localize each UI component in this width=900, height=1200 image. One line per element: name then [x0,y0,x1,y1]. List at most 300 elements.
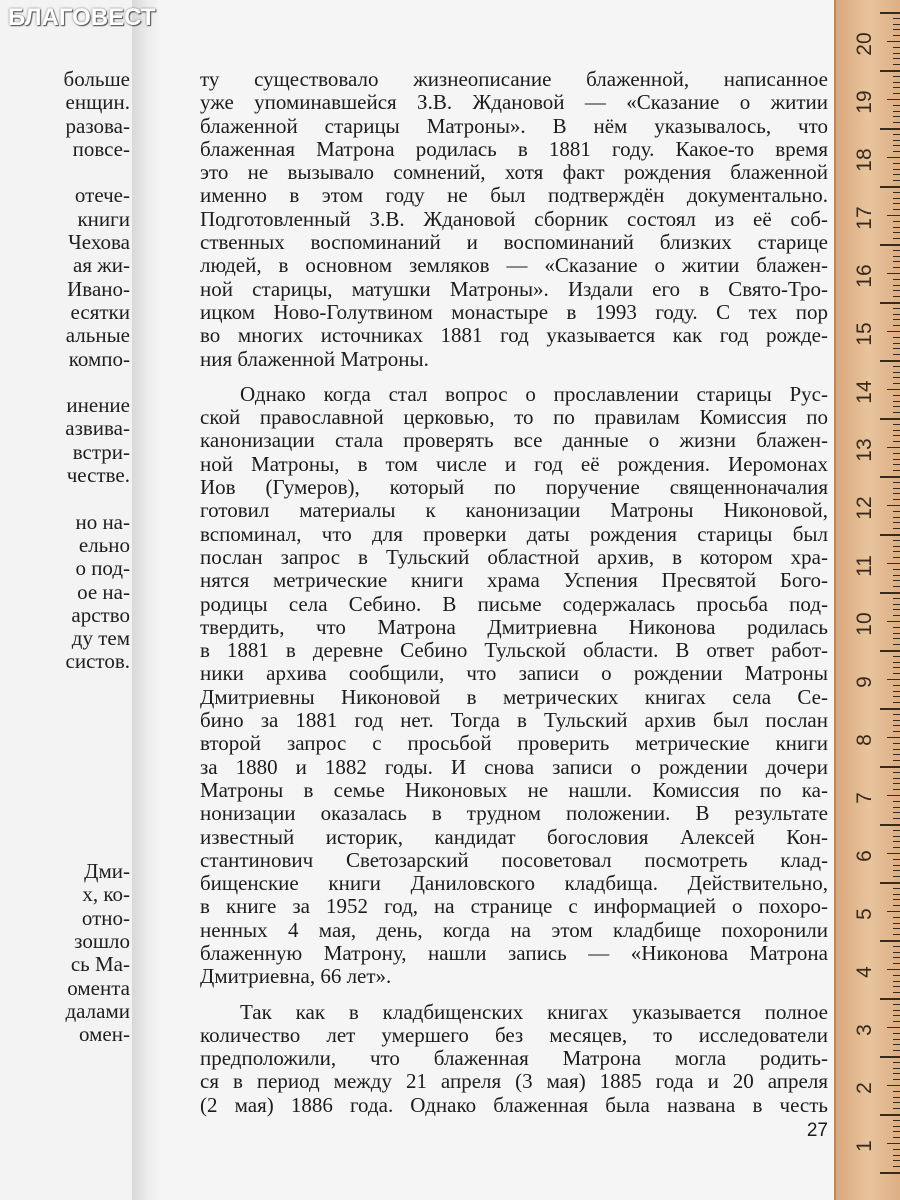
ruler-tick [880,476,900,478]
ruler-tick [880,708,900,710]
ruler-tick [893,87,900,88]
ruler-tick [893,946,900,947]
left-page-line: книги [77,206,130,231]
ruler-tick [893,731,900,732]
left-page-line: Ивано- [67,276,130,301]
ruler-tick [893,725,900,726]
ruler-tick [893,865,900,866]
ruler-tick [893,957,900,958]
text-line: Однако когда стал вопрос о прославлении старицы Рус- [240,382,828,406]
ruler-tick [893,493,900,494]
ruler-tick [893,905,900,906]
text-line: за 1880 и 1882 годы. И снова записи о рождении дочери [200,755,828,779]
ruler-tick [893,1097,900,1098]
ruler-tick [893,140,900,141]
ruler-tick [880,592,900,594]
text-line: Дмитриевна, 66 лет». [200,965,392,989]
left-page-line: честве. [66,463,130,488]
ruler-tick [887,737,900,738]
ruler-tick [893,1062,900,1063]
ruler-number: 18 [853,148,876,172]
ruler-tick [893,1050,900,1051]
left-page [0,0,133,1200]
ruler-tick [887,1143,900,1144]
ruler-number: 9 [853,676,876,688]
ruler-tick [893,1166,900,1167]
text-line: стантинович Светозарский посоветовал посмотреть клад- [200,848,828,872]
left-page-line [0,161,130,184]
text-line: нонизации оказалась в трудном положении. В результате [200,802,828,826]
ruler-tick [893,325,900,326]
ruler-tick [893,772,900,773]
ruler-tick [893,870,900,871]
text-line: во многих источниках 1881 год указывается как год рожде- [200,324,828,348]
ruler-tick [893,116,900,117]
text-line: готовил материалы к канонизации Матроны Никоновой, [200,499,828,523]
text-line: блаженную Матрону, нашли запись — «Никонова Матрона [200,941,828,965]
ruler-tick [893,685,900,686]
left-page-line [0,697,130,720]
ruler-tick [893,975,900,976]
left-page-line [0,837,130,860]
ruler-tick [887,563,900,564]
left-page-line: х, ко- [82,882,130,907]
ruler-tick [887,621,900,622]
left-page-line [0,814,130,837]
ruler-tick [887,679,900,680]
ruler-tick [893,250,900,251]
ruler-tick [893,551,900,552]
ruler-tick [893,656,900,657]
ruler-tick [893,760,900,761]
ruler-tick [893,778,900,779]
ruler-tick [893,1015,900,1016]
text-line: в 1881 в деревне Себино Тульской области. В ответ работ- [200,639,828,663]
ruler-tick [893,1044,900,1045]
ruler-tick [893,511,900,512]
paragraph [200,1001,828,1117]
ruler-tick [893,163,900,164]
paragraph-gap [200,989,828,1001]
left-page-line: повсе- [72,136,130,161]
ruler-tick [893,986,900,987]
ruler-tick [893,499,900,500]
ruler-number: 12 [853,496,876,520]
ruler-tick [893,354,900,355]
left-page-line: арство [71,602,130,627]
ruler-tick [880,302,900,304]
ruler-tick [893,830,900,831]
ruler-tick [893,1039,900,1040]
ruler-tick [893,227,900,228]
ruler-tick [893,1108,900,1109]
ruler-tick [893,470,900,471]
ruler-tick [893,279,900,280]
ruler-tick [893,812,900,813]
text-line: (2 мая) 1886 года. Однако блаженная была названа в честь [200,1093,828,1117]
ruler-tick [893,430,900,431]
ruler-tick [893,1102,900,1103]
ruler-tick [893,35,900,36]
ruler-tick [893,569,900,570]
ruler-tick [887,969,900,970]
ruler-tick [893,488,900,489]
ruler-tick [893,261,900,262]
ruler-tick [893,1073,900,1074]
ruler-tick [893,238,900,239]
ruler-tick [880,244,900,246]
ruler-tick [893,894,900,895]
ruler-tick [893,1131,900,1132]
text-line: бищенские книги Даниловского кладбища. Действительно, [200,872,828,896]
ruler-tick [893,1033,900,1034]
ruler-tick [893,517,900,518]
ruler-tick [887,41,900,42]
text-line: уже упоминавшейся З.В. Ждановой — «Сказание о житии [200,91,828,115]
ruler-tick [893,209,900,210]
text-line: ния блаженной Матроны. [200,347,429,371]
ruler-tick [893,673,900,674]
ruler-tick [887,853,900,854]
ruler-tick [893,24,900,25]
ruler-tick [893,459,900,460]
ruler-tick [893,662,900,663]
ruler-tick [880,940,900,942]
paragraph-gap [200,371,828,383]
ruler-number: 14 [853,380,876,404]
ruler-tick [893,627,900,628]
ruler-tick [893,807,900,808]
ruler-tick [893,789,900,790]
ruler-tick [893,702,900,703]
ruler-tick [893,1149,900,1150]
ruler-number: 15 [853,322,876,346]
ruler-tick [880,12,900,14]
ruler-tick [893,308,900,309]
ruler-tick [893,847,900,848]
left-page-line: систов. [65,649,130,674]
ruler-tick [893,928,900,929]
ruler-tick [893,76,900,77]
ruler-tick [893,53,900,54]
text-line: родицы села Себино. В письме содержалась просьба под- [200,592,828,616]
text-line: бино за 1881 год нет. Тогда в Тульский архив был послан [200,709,828,733]
ruler-tick [893,598,900,599]
left-page-line: зошло [74,928,130,953]
body-text [200,68,828,1117]
ruler-tick [893,696,900,697]
ruler-tick [893,82,900,83]
book-gutter [132,0,158,1200]
ruler-tick [893,888,900,889]
ruler-tick [893,453,900,454]
ruler-tick [880,186,900,188]
watermark-logo: БЛАГОВЕСТ [8,4,156,31]
text-line: предположили, что блаженная Матрона могла родить- [200,1047,828,1071]
ruler-tick [880,998,900,1000]
ruler-tick [893,586,900,587]
ruler-tick [893,1010,900,1011]
ruler-tick [893,151,900,152]
ruler-number: 3 [853,1024,876,1036]
ruler-tick [893,714,900,715]
ruler-tick [893,232,900,233]
text-line: людей, в основном земляков — «Сказание о житии блажен- [200,254,828,278]
ruler-tick [893,691,900,692]
ruler-tick [893,203,900,204]
ruler-tick [893,934,900,935]
ruler-tick [893,604,900,605]
ruler-tick [880,534,900,536]
ruler-number: 17 [853,206,876,230]
ruler-number: 13 [853,438,876,462]
ruler-tick [887,505,900,506]
text-line: блаженной старицы Матроны». В нём указывалось, что [200,114,828,138]
left-page-line: отече- [74,183,130,208]
left-page-line: ое на- [77,579,130,604]
ruler-tick [893,633,900,634]
ruler-number: 2 [853,1082,876,1094]
text-line: Матроны в семье Никоновых не нашли. Комиссия по ка- [200,778,828,802]
ruler-tick [893,412,900,413]
left-page-line: компо- [68,346,130,371]
ruler-number: 7 [853,792,876,804]
ruler-tick [880,360,900,362]
text-line: Подготовленный З.В. Ждановой сборник состоял из её соб- [200,207,828,231]
ruler-tick [893,859,900,860]
ruler-tick [880,418,900,420]
left-page-line: инение [66,393,130,418]
left-page-line: ду тем [71,626,130,651]
ruler-tick [893,111,900,112]
ruler-tick [893,366,900,367]
ruler-tick [893,145,900,146]
ruler-tick [893,314,900,315]
ruler-tick [893,615,900,616]
ruler-tick [893,337,900,338]
ruler-tick [887,273,900,274]
left-page-line [0,720,130,743]
ruler-tick [880,824,900,826]
text-line: ненных 4 мая, день, когда на этом кладбище похоронили [200,918,828,942]
left-page-line: разова- [65,113,130,138]
left-page-line [0,767,130,790]
ruler-tick [893,754,900,755]
ruler-number: 19 [853,90,876,114]
ruler-tick [893,575,900,576]
left-page-line: есятки [70,299,130,324]
paragraph [200,383,828,989]
ruler-tick [893,198,900,199]
ruler-tick [893,29,900,30]
ruler-tick [880,650,900,652]
ruler-tick [893,638,900,639]
ruler-tick [893,348,900,349]
ruler-tick [893,801,900,802]
left-page-line: Дми- [84,859,130,884]
ruler-tick [880,766,900,768]
left-page-line: ая жи- [73,253,130,278]
ruler-tick [880,882,900,884]
ruler-tick [893,105,900,106]
ruler-tick [893,1091,900,1092]
ruler-tick [887,389,900,390]
ruler-tick [893,221,900,222]
ruler-number: 5 [853,908,876,920]
ruler-tick [893,876,900,877]
text-line: ской православной церковью, то по правилам Комиссия по [200,406,828,430]
ruler-tick [893,923,900,924]
ruler-tick [893,122,900,123]
ruler-tick [893,540,900,541]
left-page-line [0,744,130,767]
ruler-tick [893,296,900,297]
ruler-tick [893,47,900,48]
text-line: нятся метрические книги храма Успения Пресвятой Бого- [200,569,828,593]
ruler-tick [893,1160,900,1161]
ruler-tick [893,667,900,668]
left-page-line: встри- [72,439,130,464]
left-page-line [0,790,130,813]
ruler-tick [893,836,900,837]
ruler-tick [893,383,900,384]
ruler-tick [893,395,900,396]
ruler-tick [893,1120,900,1121]
ruler-tick [887,331,900,332]
text-line: Дмитриевны Никоновой в метрических книгах села Се- [200,685,828,709]
text-line: ники архива сообщили, что записи о рождении Матроны [200,662,828,686]
ruler-tick [887,911,900,912]
ruler-tick [893,464,900,465]
ruler-tick [893,981,900,982]
ruler-number: 8 [853,734,876,746]
ruler-tick [880,1056,900,1058]
left-page-line: альные [65,323,130,348]
left-page-line: сь Ма- [70,952,130,977]
paragraph [200,68,828,371]
left-page-line: енщин. [65,90,130,115]
text-line: второй запрос с просьбой проверить метрические книги [200,732,828,756]
ruler-number: 1 [853,1140,876,1152]
ruler-tick [893,18,900,19]
ruler-number: 20 [853,32,876,56]
left-page-line: Чехова [68,230,130,255]
measuring-ruler [834,0,900,1200]
ruler-tick [887,447,900,448]
ruler-tick [893,134,900,135]
left-page-line: далами [65,998,130,1023]
ruler-tick [893,192,900,193]
ruler-number: 11 [853,554,876,577]
left-page-line: омента [67,975,130,1000]
left-page-line: азвива- [65,416,130,441]
ruler-tick [893,372,900,373]
page-number: 27 [806,1120,828,1141]
left-page-line: отно- [81,905,130,930]
ruler-tick [893,180,900,181]
ruler-tick [893,899,900,900]
text-line: ственных воспоминаний и воспоминаний близких старице [200,231,828,255]
ruler-tick [887,1027,900,1028]
ruler-number: 16 [853,264,876,288]
ruler-tick [893,267,900,268]
ruler-tick [893,406,900,407]
ruler-tick [893,482,900,483]
ruler-tick [893,1004,900,1005]
ruler-number: 10 [853,612,876,636]
ruler-number: 4 [853,966,876,978]
ruler-tick [880,1114,900,1116]
ruler-tick [887,215,900,216]
ruler-tick [893,1021,900,1022]
text-line: ной старицы, матушки Матроны». Издали его в Свято-Тро- [200,277,828,301]
text-line: ной Матроны, в том числе и год её рождения. Иеромонах [200,452,828,476]
ruler-tick [893,93,900,94]
ruler-tick [893,64,900,65]
left-page-text [0,68,130,1046]
ruler-tick [893,783,900,784]
text-line: ся в период между 21 апреля (3 мая) 1885 года и 20 апреля [200,1070,828,1094]
ruler-tick [893,841,900,842]
left-page-line: о под- [75,556,130,581]
ruler-tick [887,99,900,100]
right-page [158,0,834,1200]
ruler-tick [893,952,900,953]
ruler-tick [893,743,900,744]
ruler-tick [893,963,900,964]
left-page-line [0,487,130,510]
ruler-tick [893,917,900,918]
text-line: в книге за 1952 год, на странице с информацией о похоро- [200,895,828,919]
ruler-tick [893,528,900,529]
ruler-tick [893,290,900,291]
ruler-tick [893,522,900,523]
ruler-tick [893,377,900,378]
ruler-tick [880,128,900,130]
left-page-line: ельно [78,532,130,557]
left-page-line [0,674,130,697]
text-line: вспоминал, что для проверки даты рождения старицы был [200,522,828,546]
ruler-tick [887,795,900,796]
ruler-tick [893,256,900,257]
text-line: блаженная Матрона родилась в 1881 году. Какое-то время [200,137,828,161]
text-line: именно в этом году не был подтверждён документально. [200,184,828,208]
text-line: количество лет умершего без месяцев, то исследователи [200,1023,828,1047]
ruler-tick [893,1079,900,1080]
ruler-tick [893,1068,900,1069]
ruler-tick [893,749,900,750]
ruler-tick [893,58,900,59]
ruler-tick [893,343,900,344]
ruler-tick [893,609,900,610]
ruler-tick [893,1126,900,1127]
ruler-tick [893,992,900,993]
ruler-tick [893,1137,900,1138]
ruler-tick [893,644,900,645]
left-page-line: больше [63,67,130,91]
text-line: твердить, что Матрона Дмитриевна Никонова родилась [200,615,828,639]
ruler-tick [887,1085,900,1086]
ruler-tick [893,435,900,436]
text-line: ту существовало жизнеописание блаженной, написанное [200,68,828,91]
ruler-number: 6 [853,850,876,862]
text-line: известный историк, кандидат богословия Алексей Кон- [200,825,828,849]
text-line: канонизации стала проверять все данные о жизни блажен- [200,429,828,453]
ruler-tick [893,441,900,442]
ruler-tick [893,557,900,558]
ruler-tick [893,546,900,547]
ruler-tick [893,169,900,170]
